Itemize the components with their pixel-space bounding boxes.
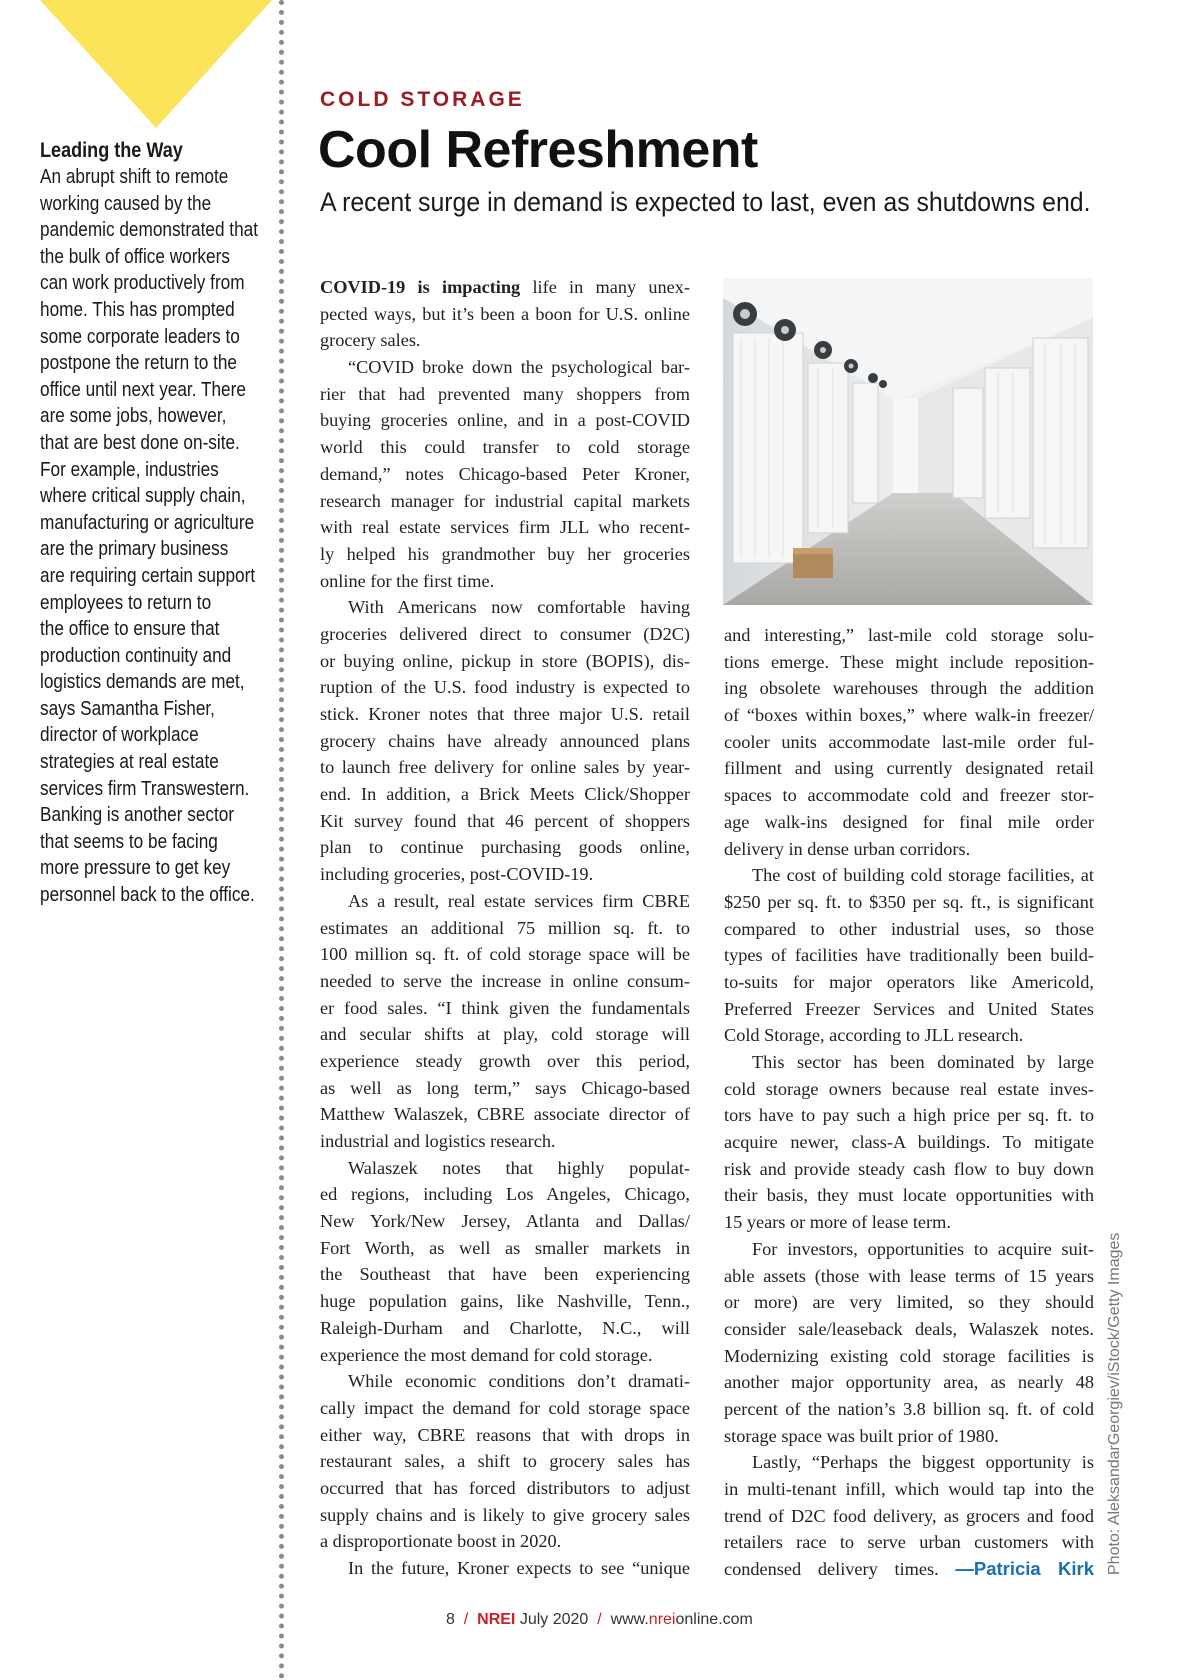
author-byline: —Patricia Kirk xyxy=(955,1558,1094,1580)
text-line xyxy=(320,488,690,515)
text-line xyxy=(724,1022,1094,1049)
text-line xyxy=(724,942,1094,969)
text-line xyxy=(724,916,1094,943)
text-line-content: Lastly, “Perhaps the biggest opportunity is xyxy=(752,1452,1094,1473)
text-line-content: types of facilities have traditionally been build- xyxy=(724,945,1094,966)
sidebar-line: production continuity and xyxy=(40,644,232,667)
lead-bold: COVID-19 is impacting xyxy=(320,277,521,297)
text-line-content: stick. Kroner notes that three major U.S. retail xyxy=(320,704,690,724)
text-line-content: ly helped his grandmother buy her groceries xyxy=(320,543,690,564)
text-line-content: groceries delivered direct to consumer (D2C) xyxy=(320,623,690,644)
text-line-content: risk and provide steady cash flow to buy down xyxy=(724,1158,1094,1179)
sidebar-line: working caused by the xyxy=(40,192,212,215)
text-line-content: cally impact the demand for cold storage space xyxy=(320,1397,690,1418)
text-line-content: $250 per sq. ft. to $350 per sq. ft., is significant xyxy=(724,891,1094,912)
text-line xyxy=(320,621,690,648)
text-line xyxy=(320,1288,690,1315)
text-line xyxy=(320,541,690,568)
text-line-content: 15 years or more of lease term. xyxy=(724,1212,951,1233)
sidebar-line: are some jobs, however, xyxy=(40,405,227,428)
text-line-content: ed regions, including Los Angeles, Chicago, xyxy=(320,1184,690,1205)
text-line xyxy=(320,434,690,461)
text-line-content: in multi-tenant infill, which would tap into the xyxy=(724,1479,1094,1499)
text-line-content: experience steady growth over this period, xyxy=(320,1050,690,1071)
sidebar-line: some corporate leaders to xyxy=(40,325,240,348)
text-line-content: For investors, opportunities to acquire suit- xyxy=(752,1238,1094,1259)
article-column-2 xyxy=(724,622,1094,1583)
text-line xyxy=(724,1503,1094,1530)
photo-credit: Photo: AleksandarGeorgiev/iStock/Getty Images xyxy=(1106,1232,1123,1575)
text-line-content: In the future, Kroner expects to see “unique xyxy=(348,1558,690,1578)
text-line-content: Modernizing existing cold storage facilities is xyxy=(724,1345,1094,1366)
text-line-content: to launch free delivery for online sales by year- xyxy=(320,757,690,778)
sidebar-line: can work productively from xyxy=(40,272,245,295)
text-line xyxy=(724,649,1094,676)
text-line xyxy=(724,702,1094,729)
sidebar-line: the bulk of office workers xyxy=(40,245,230,268)
text-line xyxy=(320,728,690,755)
text-line xyxy=(320,834,690,861)
text-line xyxy=(320,808,690,835)
text-line-content: storage space was built prior of 1980. xyxy=(724,1425,999,1446)
text-line xyxy=(320,701,690,728)
sidebar-line: Banking is another sector xyxy=(40,804,235,827)
text-line-content: of “boxes within boxes,” where walk-in freezer/ xyxy=(724,705,1094,726)
sidebar-line: more pressure to get key xyxy=(40,857,231,880)
text-line-content: as well as long term,” says Chicago-based xyxy=(320,1077,690,1098)
text-line xyxy=(320,1395,690,1422)
text-line-content: compared to other industrial uses, so those xyxy=(724,918,1094,939)
sidebar-line: says Samantha Fisher, xyxy=(40,697,215,720)
sidebar-line: personnel back to the office. xyxy=(40,884,255,907)
sidebar-title: Leading the Way xyxy=(40,139,183,162)
deck-subtitle: A recent surge in demand is expected to last, even as shutdowns end. xyxy=(320,187,1091,217)
text-line xyxy=(320,1315,690,1342)
text-line-content: 100 million sq. ft. of cold storage space will be xyxy=(320,944,690,965)
section-kicker: COLD STORAGE xyxy=(320,88,525,111)
text-line-content: tors have to pay such a high price per sq. ft. to xyxy=(724,1105,1094,1126)
text-line-content: rier that had prevented many shoppers from xyxy=(320,383,690,404)
text-line xyxy=(724,809,1094,836)
text-line xyxy=(724,969,1094,996)
text-line-content: buying groceries online, and in a post-COVID xyxy=(320,410,690,431)
text-line-content: With Americans now comfortable having xyxy=(348,597,690,618)
text-line xyxy=(320,754,690,781)
sidebar-line: pandemic demonstrated that xyxy=(40,219,259,242)
text-line-content: occurred that has forced distributors to adjust xyxy=(320,1477,690,1498)
sidebar-line: services firm Transwestern. xyxy=(40,777,250,800)
text-line-content: another major opportunity area, as nearly 48 xyxy=(724,1372,1094,1393)
footer-url[interactable] xyxy=(611,1611,753,1628)
text-line xyxy=(724,1476,1094,1503)
text-line xyxy=(724,1423,1094,1450)
page-footer xyxy=(446,1611,753,1629)
text-line xyxy=(724,1102,1094,1129)
text-line-content: a disproportionate boost in 2020. xyxy=(320,1531,562,1552)
url-suffix: online.com xyxy=(675,1611,753,1628)
text-line xyxy=(724,1182,1094,1209)
sidebar-line: postpone the return to the xyxy=(40,352,237,375)
text-line-content: grocery chains have already announced plans xyxy=(320,730,690,751)
text-line xyxy=(320,888,690,915)
text-line xyxy=(320,995,690,1022)
text-line xyxy=(320,407,690,434)
text-line-content: While economic conditions don’t dramati- xyxy=(348,1371,690,1392)
text-line xyxy=(320,1368,690,1395)
text-line-content: and interesting,” last-mile cold storage solu- xyxy=(724,625,1094,645)
text-line xyxy=(320,968,690,995)
text-line xyxy=(320,1021,690,1048)
sidebar-line: For example, industries xyxy=(40,458,219,481)
text-line xyxy=(724,1556,1094,1583)
text-line xyxy=(320,1155,690,1182)
text-line-content: the Southeast that have been experiencing xyxy=(320,1264,690,1285)
text-line xyxy=(320,354,690,381)
text-line-content: The cost of building cold storage facilities, at xyxy=(752,865,1094,886)
text-line-content: cooler units accommodate last-mile order ful- xyxy=(724,731,1094,752)
text-line-content: restaurant sales, a shift to grocery sales has xyxy=(320,1451,690,1472)
text-line-content: ing obsolete warehouses through the addition xyxy=(724,678,1094,699)
text-line xyxy=(320,1075,690,1102)
sidebar-line: that are best done on-site. xyxy=(40,431,240,454)
sidebar-line: are requiring certain support xyxy=(40,564,256,587)
yellow-triangle-decoration xyxy=(40,0,272,130)
text-line-content: Preferred Freezer Services and United States xyxy=(724,998,1094,1019)
text-line-content: ruption of the U.S. food industry is expected to xyxy=(320,677,690,698)
text-line xyxy=(724,1316,1094,1343)
text-line-content: either way, CBRE reasons that with drops in xyxy=(320,1424,690,1445)
text-line xyxy=(320,301,690,328)
text-line xyxy=(724,1289,1094,1316)
text-line xyxy=(724,782,1094,809)
sidebar-text xyxy=(40,164,270,909)
text-line xyxy=(320,1342,690,1369)
text-line-content: age walk-ins designed for final mile order xyxy=(724,811,1094,832)
text-line-content: with real estate services firm JLL who recent- xyxy=(320,517,690,538)
text-line xyxy=(320,1475,690,1502)
footer-separator: / xyxy=(463,1611,469,1628)
text-line xyxy=(320,1502,690,1529)
text-line xyxy=(724,675,1094,702)
footer-separator-2: / xyxy=(597,1611,602,1628)
text-line xyxy=(320,1261,690,1288)
text-line-content: cold storage owners because real estate inves- xyxy=(724,1078,1094,1099)
text-line xyxy=(724,729,1094,756)
sidebar-line: manufacturing or agriculture xyxy=(40,511,255,534)
text-line-content: experience the most demand for cold storage. xyxy=(320,1344,653,1365)
text-line-content: to-suits for major operators like Americold, xyxy=(724,971,1094,992)
text-line-content: percent of the nation’s 3.8 billion sq. ft. of cold xyxy=(724,1398,1094,1419)
text-line xyxy=(724,1396,1094,1423)
sidebar-line: director of workplace xyxy=(40,724,199,747)
page-number: 8 xyxy=(446,1611,455,1628)
text-line xyxy=(320,1048,690,1075)
sidebar-line: home. This has prompted xyxy=(40,298,235,321)
text-line xyxy=(724,1156,1094,1183)
issue-date: July 2020 xyxy=(519,1611,589,1628)
lead-rest: life in many unex- xyxy=(520,277,690,297)
text-line xyxy=(320,1528,690,1555)
sidebar-line: logistics demands are met, xyxy=(40,671,245,694)
text-line xyxy=(320,1128,690,1155)
text-line xyxy=(724,996,1094,1023)
text-line-content: Cold Storage, according to JLL research. xyxy=(724,1025,1024,1046)
dotted-column-divider xyxy=(279,0,284,1680)
sidebar-line: are the primary business xyxy=(40,538,229,561)
text-line-content: industrial and logistics research. xyxy=(320,1131,556,1151)
sidebar-line: An abrupt shift to remote xyxy=(40,166,229,188)
text-line-content: acquire newer, class-A buildings. To mitigate xyxy=(724,1132,1094,1153)
text-line-content: including groceries, post-COVID-19. xyxy=(320,864,594,885)
text-line-content: retailers race to serve urban customers with xyxy=(724,1532,1094,1553)
text-line xyxy=(320,861,690,888)
text-line-content: tions emerge. These might include reposition- xyxy=(724,651,1094,672)
text-line xyxy=(724,1369,1094,1396)
article-column-1 xyxy=(320,274,690,1582)
text-line-content: consider sale/leaseback deals, Walaszek notes. xyxy=(724,1318,1094,1339)
text-line xyxy=(320,941,690,968)
text-line-content: grocery sales. xyxy=(320,330,421,351)
text-line-content: condensed delivery times. xyxy=(724,1559,939,1580)
text-line xyxy=(724,1343,1094,1370)
text-line xyxy=(320,514,690,541)
text-line xyxy=(320,327,690,354)
text-line-content: online for the first time. xyxy=(320,570,495,591)
text-line-content: able assets (those with lease terms of 15 years xyxy=(724,1265,1094,1286)
sidebar-line: that seems to be facing xyxy=(40,830,218,853)
text-line xyxy=(320,594,690,621)
text-line xyxy=(724,1049,1094,1076)
text-line-content: trend of D2C food delivery, as grocers and food xyxy=(724,1505,1094,1526)
text-line-content: This sector has been dominated by large xyxy=(752,1052,1094,1072)
text-line-content: needed to serve the increase in online consum- xyxy=(320,970,690,991)
text-line-content: Matthew Walaszek, CBRE associate director of xyxy=(320,1104,690,1125)
sidebar-line: office until next year. There xyxy=(40,378,246,401)
sidebar-line: the office to ensure that xyxy=(40,618,220,641)
url-prefix: www. xyxy=(610,1611,649,1628)
text-line-content: Fort Worth, as well as smaller markets in xyxy=(320,1237,690,1258)
text-line xyxy=(724,889,1094,916)
sidebar-line: where critical supply chain, xyxy=(40,485,246,508)
text-line xyxy=(724,1209,1094,1236)
text-line xyxy=(320,781,690,808)
text-line xyxy=(724,1076,1094,1103)
text-line xyxy=(320,1181,690,1208)
text-line xyxy=(320,1448,690,1475)
text-line xyxy=(724,1529,1094,1556)
text-line xyxy=(724,1263,1094,1290)
text-line xyxy=(320,674,690,701)
text-line-content: Walaszek notes that highly populat- xyxy=(348,1157,690,1178)
text-line-content: Kit survey found that 46 percent of shoppers xyxy=(320,810,690,831)
text-line-content: and secular shifts at play, cold storage will xyxy=(320,1024,690,1045)
text-line xyxy=(724,862,1094,889)
text-line-content: er food sales. “I think given the fundamentals xyxy=(320,997,690,1018)
text-line xyxy=(724,1129,1094,1156)
text-line xyxy=(320,1101,690,1128)
text-line-content: their basis, they must locate opportunities with xyxy=(724,1185,1094,1206)
text-line-content: delivery in dense urban corridors. xyxy=(724,838,971,859)
text-line-content: research manager for industrial capital markets xyxy=(320,490,690,511)
sidebar-line: strategies at real estate xyxy=(40,751,219,774)
text-line xyxy=(320,915,690,942)
text-line-content: demand,” notes Chicago-based Peter Kroner, xyxy=(320,463,690,484)
text-line-content: As a result, real estate services firm CBRE xyxy=(348,890,690,911)
text-line xyxy=(320,568,690,595)
sidebar xyxy=(40,138,270,909)
url-brand: nrei xyxy=(648,1611,676,1628)
text-line xyxy=(320,648,690,675)
text-line-content: supply chains and is likely to give grocery sales xyxy=(320,1504,690,1525)
text-line xyxy=(320,1555,690,1582)
text-line-content: “COVID broke down the psychological bar- xyxy=(348,357,690,378)
headline: Cool Refreshment xyxy=(318,121,758,179)
text-line xyxy=(724,836,1094,863)
text-line-content: huge population gains, like Nashville, Tenn., xyxy=(320,1291,690,1312)
text-line-content: end. In addition, a Brick Meets Click/Shopper xyxy=(320,784,690,805)
text-line xyxy=(320,1422,690,1449)
text-line-content: or more) are very limited, so they should xyxy=(724,1292,1094,1313)
text-line xyxy=(724,1449,1094,1476)
text-line-content: pected ways, but it’s been a boon for U.S. online xyxy=(320,303,690,324)
text-line-content: Raleigh-Durham and Charlotte, N.C., will xyxy=(320,1317,690,1338)
text-line xyxy=(724,1236,1094,1263)
text-line xyxy=(320,274,690,301)
text-line xyxy=(320,1208,690,1235)
text-line-content: spaces to accommodate cold and freezer stor- xyxy=(724,785,1094,806)
text-line xyxy=(320,1235,690,1262)
text-line-content: or buying online, pickup in store (BOPIS), dis- xyxy=(320,650,690,671)
text-line xyxy=(724,622,1094,649)
text-line-content: fillment and using currently designated retail xyxy=(724,758,1094,779)
text-line-content: estimates an additional 75 million sq. ft. to xyxy=(320,917,690,938)
text-line xyxy=(320,461,690,488)
text-line-content: plan to continue purchasing goods online, xyxy=(320,837,690,858)
text-line xyxy=(320,381,690,408)
sidebar-line: employees to return to xyxy=(40,591,212,614)
text-line-content: world this could transfer to cold storage xyxy=(320,437,690,458)
publication-name: NREI xyxy=(477,1611,516,1628)
cold-storage-photo xyxy=(723,278,1093,605)
text-line xyxy=(724,755,1094,782)
text-line-content: New York/New Jersey, Atlanta and Dallas/ xyxy=(320,1211,690,1232)
